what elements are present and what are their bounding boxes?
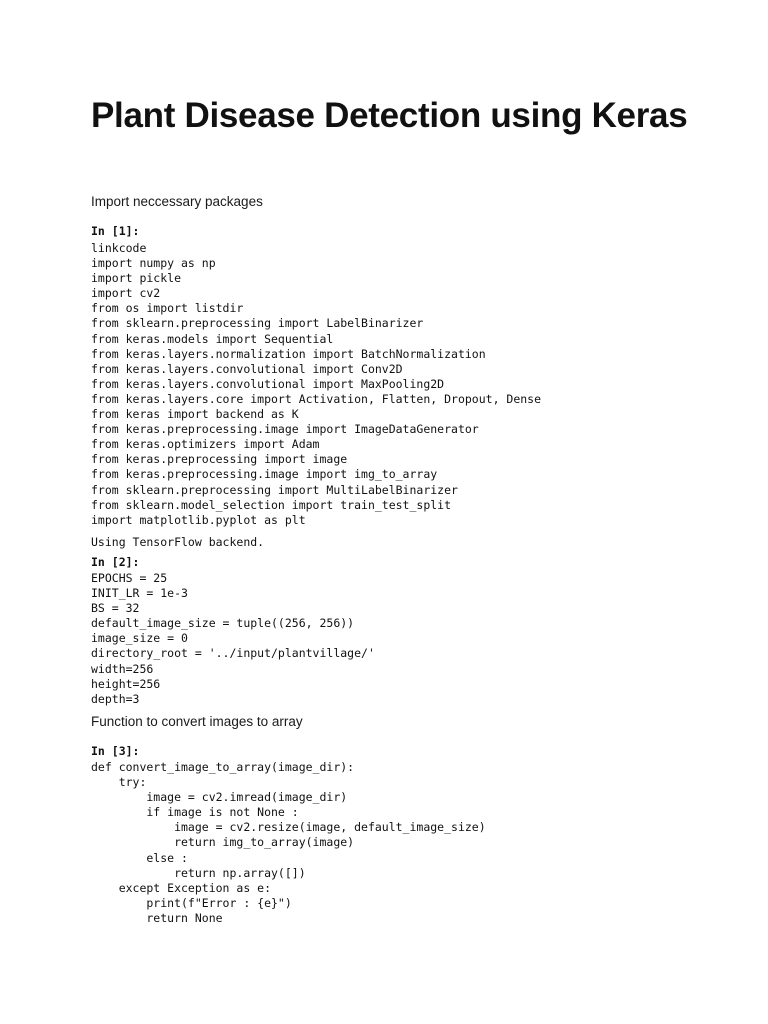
cell-2-code: EPOCHS = 25 INIT_LR = 1e-3 BS = 32 default_image_size = tuple((256, 256)) image_size = 0 directory_root = '../input/plantvillage/' width=256 height=256 depth=3 [91,571,375,706]
intro-text: Import neccessary packages [91,194,263,209]
cell-2-prompt: In [2]: [91,555,140,569]
cell-1-prompt: In [1]: [91,224,140,238]
document-title: Plant Disease Detection using Keras [91,96,688,135]
cell-1-output: Using TensorFlow backend. [91,535,265,549]
section-text: Function to convert images to array [91,714,303,729]
cell-1-code: linkcode import numpy as np import pickle import cv2 from os import listdir from sklearn.preprocessing import LabelBinarizer from keras.models import Sequential from keras.layers.normalization import BatchNormalization from keras.layers.convolutional import Conv2D from keras.layers.convolutional import MaxPooling2D from keras.layers.core import Activation, Flatten, Dropout, Dense from keras import backend as K from keras.preprocessing.image import ImageDataGenerator from keras.optimizers import Adam from keras.preprocessing import image from keras.preprocessing.image import img_to_array from sklearn.preprocessing import MultiLabelBinarizer from sklearn.model_selection import train_test_split import matplotlib.pyplot as plt [91,241,542,527]
cell-3-code: def convert_image_to_array(image_dir): try: image = cv2.imread(image_dir) if image is not None : image = cv2.resize(image, default_image_size) return img_to_array(image) else : return np.array([]) except Exception as e: print(f"Error : {e}") return None [91,760,486,925]
cell-3-prompt: In [3]: [91,744,140,758]
